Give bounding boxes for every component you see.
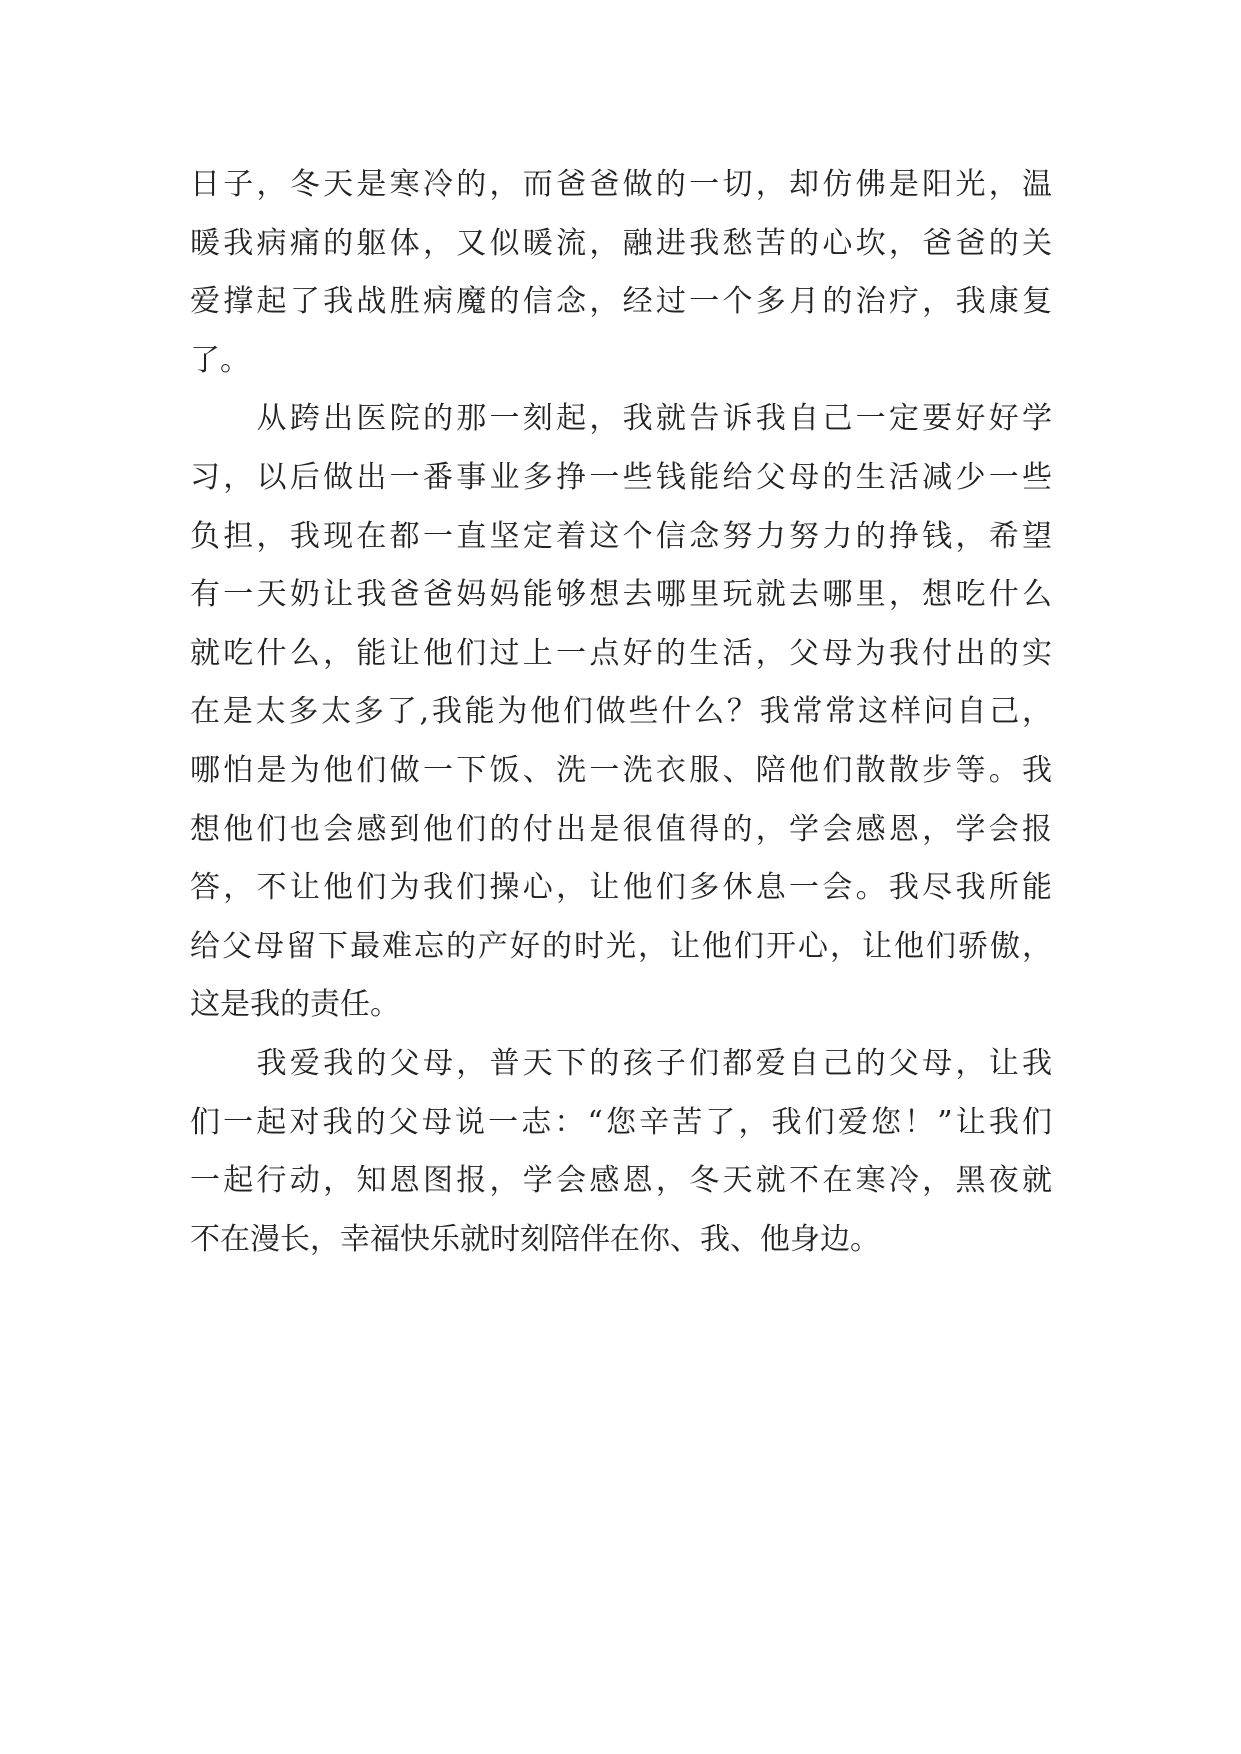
text-line: 哪怕是为他们做一下饭、洗一洗衣服、陪他们散散步等。我 — [190, 752, 1052, 788]
body-text — [190, 156, 1052, 1269]
text-line: 我爱我的父母，普天下的孩子们都爱自己的父母，让我 — [190, 1045, 1052, 1081]
text-line: 暖我病痛的躯体，又似暖流，融进我愁苦的心坎，爸爸的关 — [190, 225, 1052, 261]
text-line: 有一天奶让我爸爸妈妈能够想去哪里玩就去哪里，想吃什么 — [190, 577, 1052, 613]
text-line: 在是太多太多了,我能为他们做些什么？我常常这样问自己， — [190, 694, 1052, 730]
text-line: 从跨出医院的那一刻起，我就告诉我自己一定要好好学 — [190, 401, 1052, 437]
text-line: 这是我的责任。 — [190, 987, 400, 1023]
text-line: 就吃什么，能让他们过上一点好的生活，父母为我付出的实 — [190, 635, 1052, 671]
text-line: 想他们也会感到他们的付出是很值得的，学会感恩，学会报 — [190, 811, 1052, 847]
text-line: 习，以后做出一番事业多挣一些钱能给父母的生活减少一些 — [190, 459, 1052, 495]
text-line: 不在漫长，幸福快乐就时刻陪伴在你、我、他身边。 — [190, 1221, 880, 1257]
text-line: 们一起对我的父母说一志：“您辛苦了，我们爱您！”让我们 — [190, 1104, 1052, 1140]
text-line: 答，不让他们为我们操心，让他们多休息一会。我尽我所能 — [190, 870, 1052, 906]
text-line: 一起行动，知恩图报，学会感恩，冬天就不在寒冷，黑夜就 — [190, 1163, 1052, 1199]
text-line: 了。 — [190, 342, 250, 378]
text-line: 日子，冬天是寒冷的，而爸爸做的一切，却仿佛是阳光，温 — [190, 167, 1052, 202]
text-line: 给父母留下最难忘的产好的时光，让他们开心，让他们骄傲， — [190, 928, 1052, 964]
text-line: 负担，我现在都一直坚定着这个信念努力努力的挣钱，希望 — [190, 518, 1052, 554]
text-line: 爱撑起了我战胜病魔的信念，经过一个多月的治疗，我康复 — [190, 284, 1052, 320]
